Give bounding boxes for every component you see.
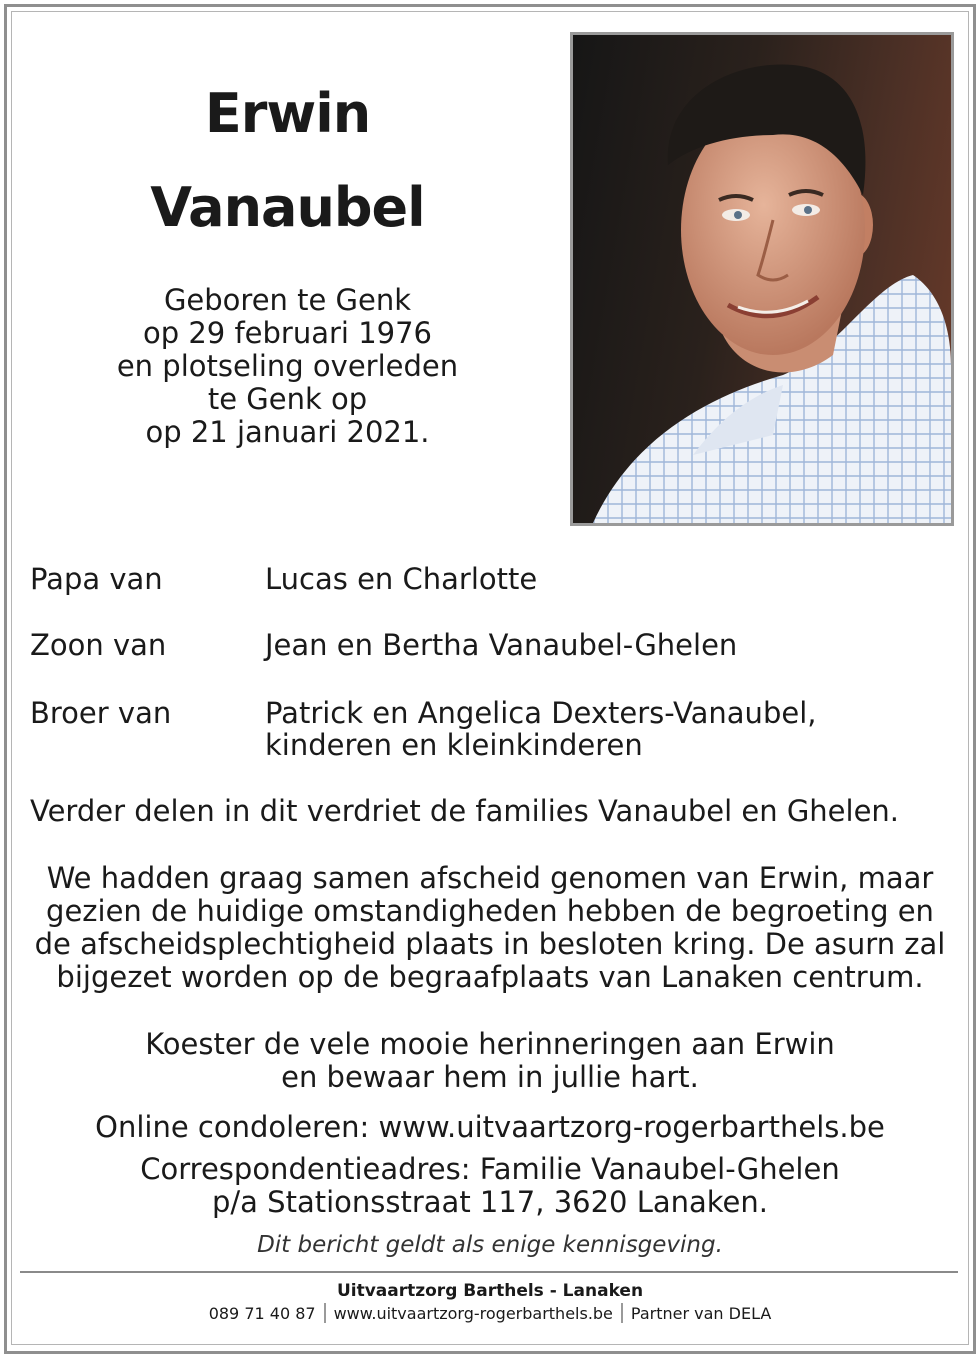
farewell-line: gezien de huidige omstandigheden hebben de begroeting en	[46, 894, 934, 928]
memory-line: en bewaar hem in jullie hart.	[281, 1060, 699, 1094]
footer-website: www.uitvaartzorg-rogerbarthels.be	[333, 1304, 613, 1323]
relation-value-broer-line1: Patrick en Angelica Dexters-Vanaubel,	[265, 696, 817, 730]
families-line: Verder delen in dit verdriet de families Vanaubel en Ghelen.	[30, 794, 900, 828]
footer-divider	[20, 1271, 958, 1273]
relation-label-papa: Papa van	[30, 562, 163, 596]
footer-separator	[621, 1303, 623, 1323]
farewell-line: bijgezet worden op de begraafplaats van Lanaken centrum.	[56, 960, 924, 994]
death-line: en plotseling overleden	[116, 349, 459, 383]
footer-info	[20, 1303, 960, 1323]
last-name: Vanaubel	[150, 176, 425, 239]
relation-value-broer	[265, 697, 816, 761]
portrait-illustration	[573, 35, 951, 523]
death-place-line: te Genk op	[207, 382, 368, 416]
farewell-line: We hadden graag samen afscheid genomen van Erwin, maar	[46, 861, 934, 895]
footer-separator	[324, 1303, 326, 1323]
birth-death-info	[40, 284, 535, 449]
first-name: Erwin	[204, 82, 371, 145]
closing-note: Dit bericht geldt als enige kennisgeving.	[257, 1232, 723, 1258]
correspondence-address	[20, 1153, 960, 1219]
relation-label-broer: Broer van	[30, 696, 172, 730]
memory-paragraph	[20, 1028, 960, 1094]
farewell-paragraph	[20, 862, 960, 994]
correspondence-line: p/a Stationsstraat 117, 3620 Lanaken.	[212, 1185, 768, 1219]
portrait-photo	[570, 32, 954, 526]
correspondence-line: Correspondentieadres: Familie Vanaubel-Ghelen	[140, 1152, 840, 1186]
footer-phone: 089 71 40 87	[208, 1304, 316, 1323]
relation-value-broer-line2: kinderen en kleinkinderen	[265, 728, 643, 762]
birth-date-line: op 29 februari 1976	[142, 316, 433, 350]
relation-label-zoon: Zoon van	[30, 628, 167, 662]
footer-title: Uitvaartzorg Barthels - Lanaken	[336, 1281, 644, 1301]
online-condolence: Online condoleren: www.uitvaartzorg-rogerbarthels.be	[95, 1110, 885, 1144]
birth-line: Geboren te Genk	[163, 283, 412, 317]
death-date-line: op 21 januari 2021.	[145, 415, 430, 449]
relation-value-zoon: Jean en Bertha Vanaubel-Ghelen	[265, 628, 738, 662]
memory-line: Koester de vele mooie herinneringen aan Erwin	[145, 1027, 835, 1061]
farewell-line: de afscheidsplechtigheid plaats in besloten kring. De asurn zal	[34, 927, 946, 961]
footer-partner: Partner van DELA	[630, 1304, 772, 1323]
relation-value-papa: Lucas en Charlotte	[265, 562, 538, 596]
